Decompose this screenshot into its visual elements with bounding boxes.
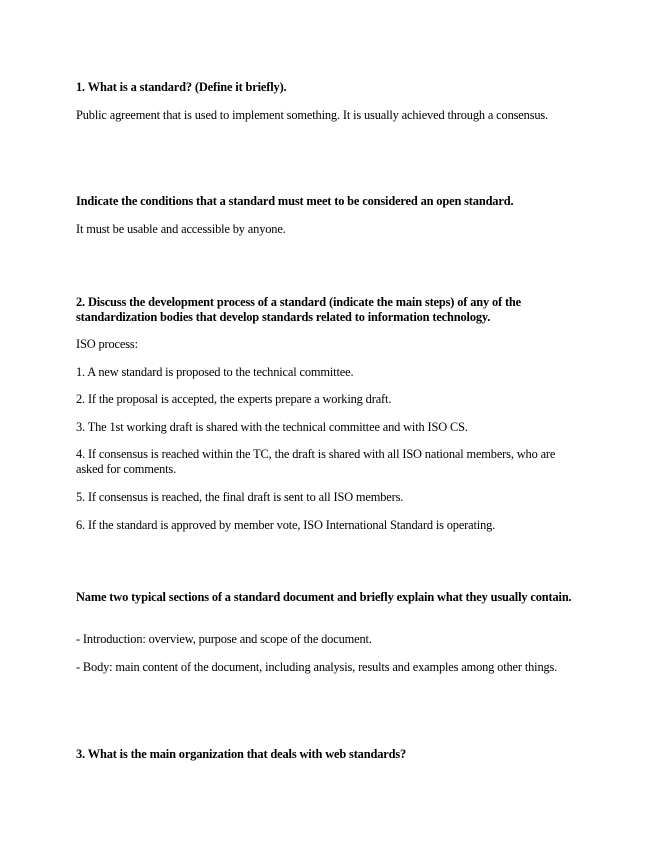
question-1b-heading: Indicate the conditions that a standard must meet to be considered an open standard. (76, 194, 514, 208)
process-step-3: 3. The 1st working draft is shared with the technical committee and with ISO CS. (76, 420, 468, 434)
process-step-6: 6. If the standard is approved by member vote, ISO International Standard is operating. (76, 518, 496, 532)
question-2-heading: 2. Discuss the development process of a standard (indicate the main steps) of any of the standardization bodies that develop standards related to information technology. (76, 295, 522, 324)
process-step-2: 2. If the proposal is accepted, the experts prepare a working draft. (76, 392, 392, 406)
question-2b-heading: Name two typical sections of a standard document and briefly explain what they usually contain. (76, 590, 572, 604)
process-step-1: 1. A new standard is proposed to the technical committee. (76, 365, 354, 379)
question-3-heading: 3. What is the main organization that deals with web standards? (76, 747, 407, 761)
section-item-introduction: - Introduction: overview, purpose and scope of the document. (76, 632, 372, 646)
process-step-4: 4. If consensus is reached within the TC, the draft is shared with all ISO national members, who are asked for comments. (76, 447, 556, 476)
question-1-heading: 1. What is a standard? (Define it briefly). (76, 80, 287, 94)
process-step-5: 5. If consensus is reached, the final draft is sent to all ISO members. (76, 490, 404, 504)
section-item-body: - Body: main content of the document, including analysis, results and examples among other things. (76, 660, 558, 674)
question-1-answer: Public agreement that is used to implement something. It is usually achieved through a consensus. (76, 108, 549, 122)
question-1b-answer: It must be usable and accessible by anyone. (76, 222, 286, 236)
question-2-intro: ISO process: (76, 337, 138, 351)
